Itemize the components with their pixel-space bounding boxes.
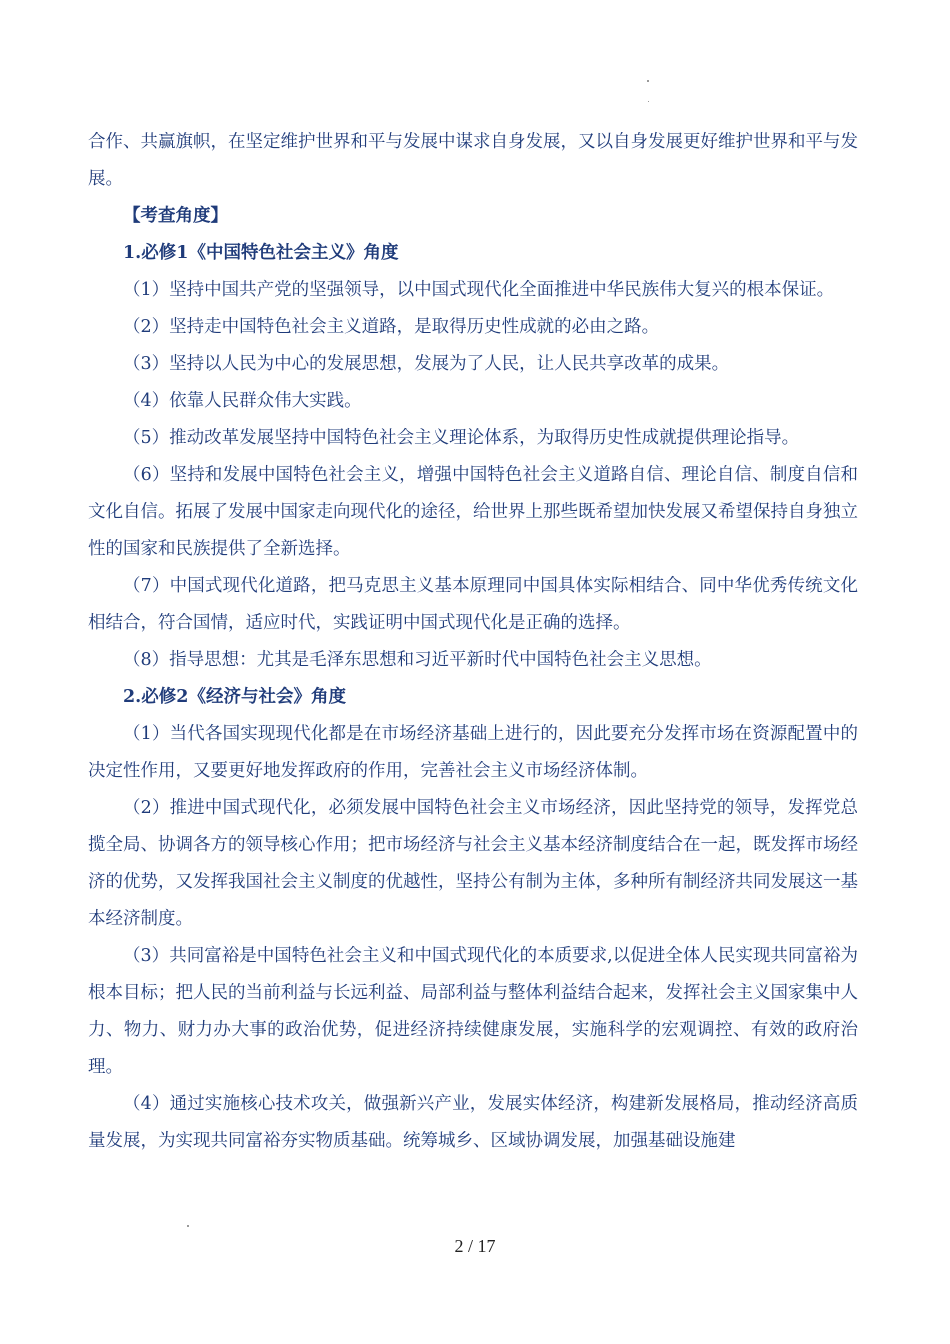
list-item: （3）共同富裕是中国特色社会主义和中国式现代化的本质要求,以促进全体人民实现共同富裕为根本目标；把人民的当前利益与长远利益、局部利益与整体利益结合起来，发挥社会主义国家集中人力、物力、财力办大事的政治优势，促进经济持续健康发展，实施科学的宏观调控、有效的政府治理。 [88,946,858,1077]
list-item: （4）通过实施核心技术攻关，做强新兴产业，发展实体经济，构建新发展格局，推动经济高质量发展，为实现共同富裕夯实物质基础。统筹城乡、区域协调发展，加强基础设施建 [88,1094,858,1151]
list-item: （4）依靠人民群众伟大实践。 [123,391,362,411]
list-item: （3）坚持以人民为中心的发展思想，发展为了人民，让人民共享改革的成果。 [123,354,730,374]
subsection-heading: 1.必修1《中国特色社会主义》角度 [123,243,399,263]
page-number: 2 / 17 [454,1236,496,1256]
list-item: （8）指导思想：尤其是毛泽东思想和习近平新时代中国特色社会主义思想。 [123,650,712,670]
scan-dot [187,1225,189,1227]
scan-dot [647,80,649,82]
list-item: （5）推动改革发展坚持中国特色社会主义理论体系，为取得历史性成就提供理论指导。 [123,428,800,448]
list-item: （2）推进中国式现代化，必须发展中国特色社会主义市场经济，因此坚持党的领导，发挥党总揽全局、协调各方的领导核心作用；把市场经济与社会主义基本经济制度结合在一起，既发挥市场经济的优势，又发挥我国社会主义制度的优越性，坚持公有制为主体，多种所有制经济共同发展这一基本经济制度。 [88,798,858,929]
section-label: 【考查角度】 [123,206,228,226]
document-body [88,124,858,1160]
list-item: （7）中国式现代化道路，把马克思主义基本原理同中国具体实际相结合、同中华优秀传统文化相结合，符合国情，适应时代，实践证明中国式现代化是正确的选择。 [88,576,858,633]
paragraph-continuation: 合作、共赢旗帜，在坚定维护世界和平与发展中谋求自身发展，又以自身发展更好维护世界和平与发展。 [88,132,858,189]
list-item: （1）当代各国实现现代化都是在市场经济基础上进行的，因此要充分发挥市场在资源配置中的决定性作用，又要更好地发挥政府的作用，完善社会主义市场经济体制。 [88,724,858,781]
list-item: （1）坚持中国共产党的坚强领导，以中国式现代化全面推进中华民族伟大复兴的根本保证。 [123,280,835,300]
list-item: （6）坚持和发展中国特色社会主义，增强中国特色社会主义道路自信、理论自信、制度自信和文化自信。拓展了发展中国家走向现代化的途径，给世界上那些既希望加快发展又希望保持自身独立性的国家和民族提供了全新选择。 [88,465,858,559]
list-item: （2）坚持走中国特色社会主义道路，是取得历史性成就的必由之路。 [123,317,660,337]
scan-dot [648,101,649,102]
subsection-heading: 2.必修2《经济与社会》角度 [123,687,346,707]
